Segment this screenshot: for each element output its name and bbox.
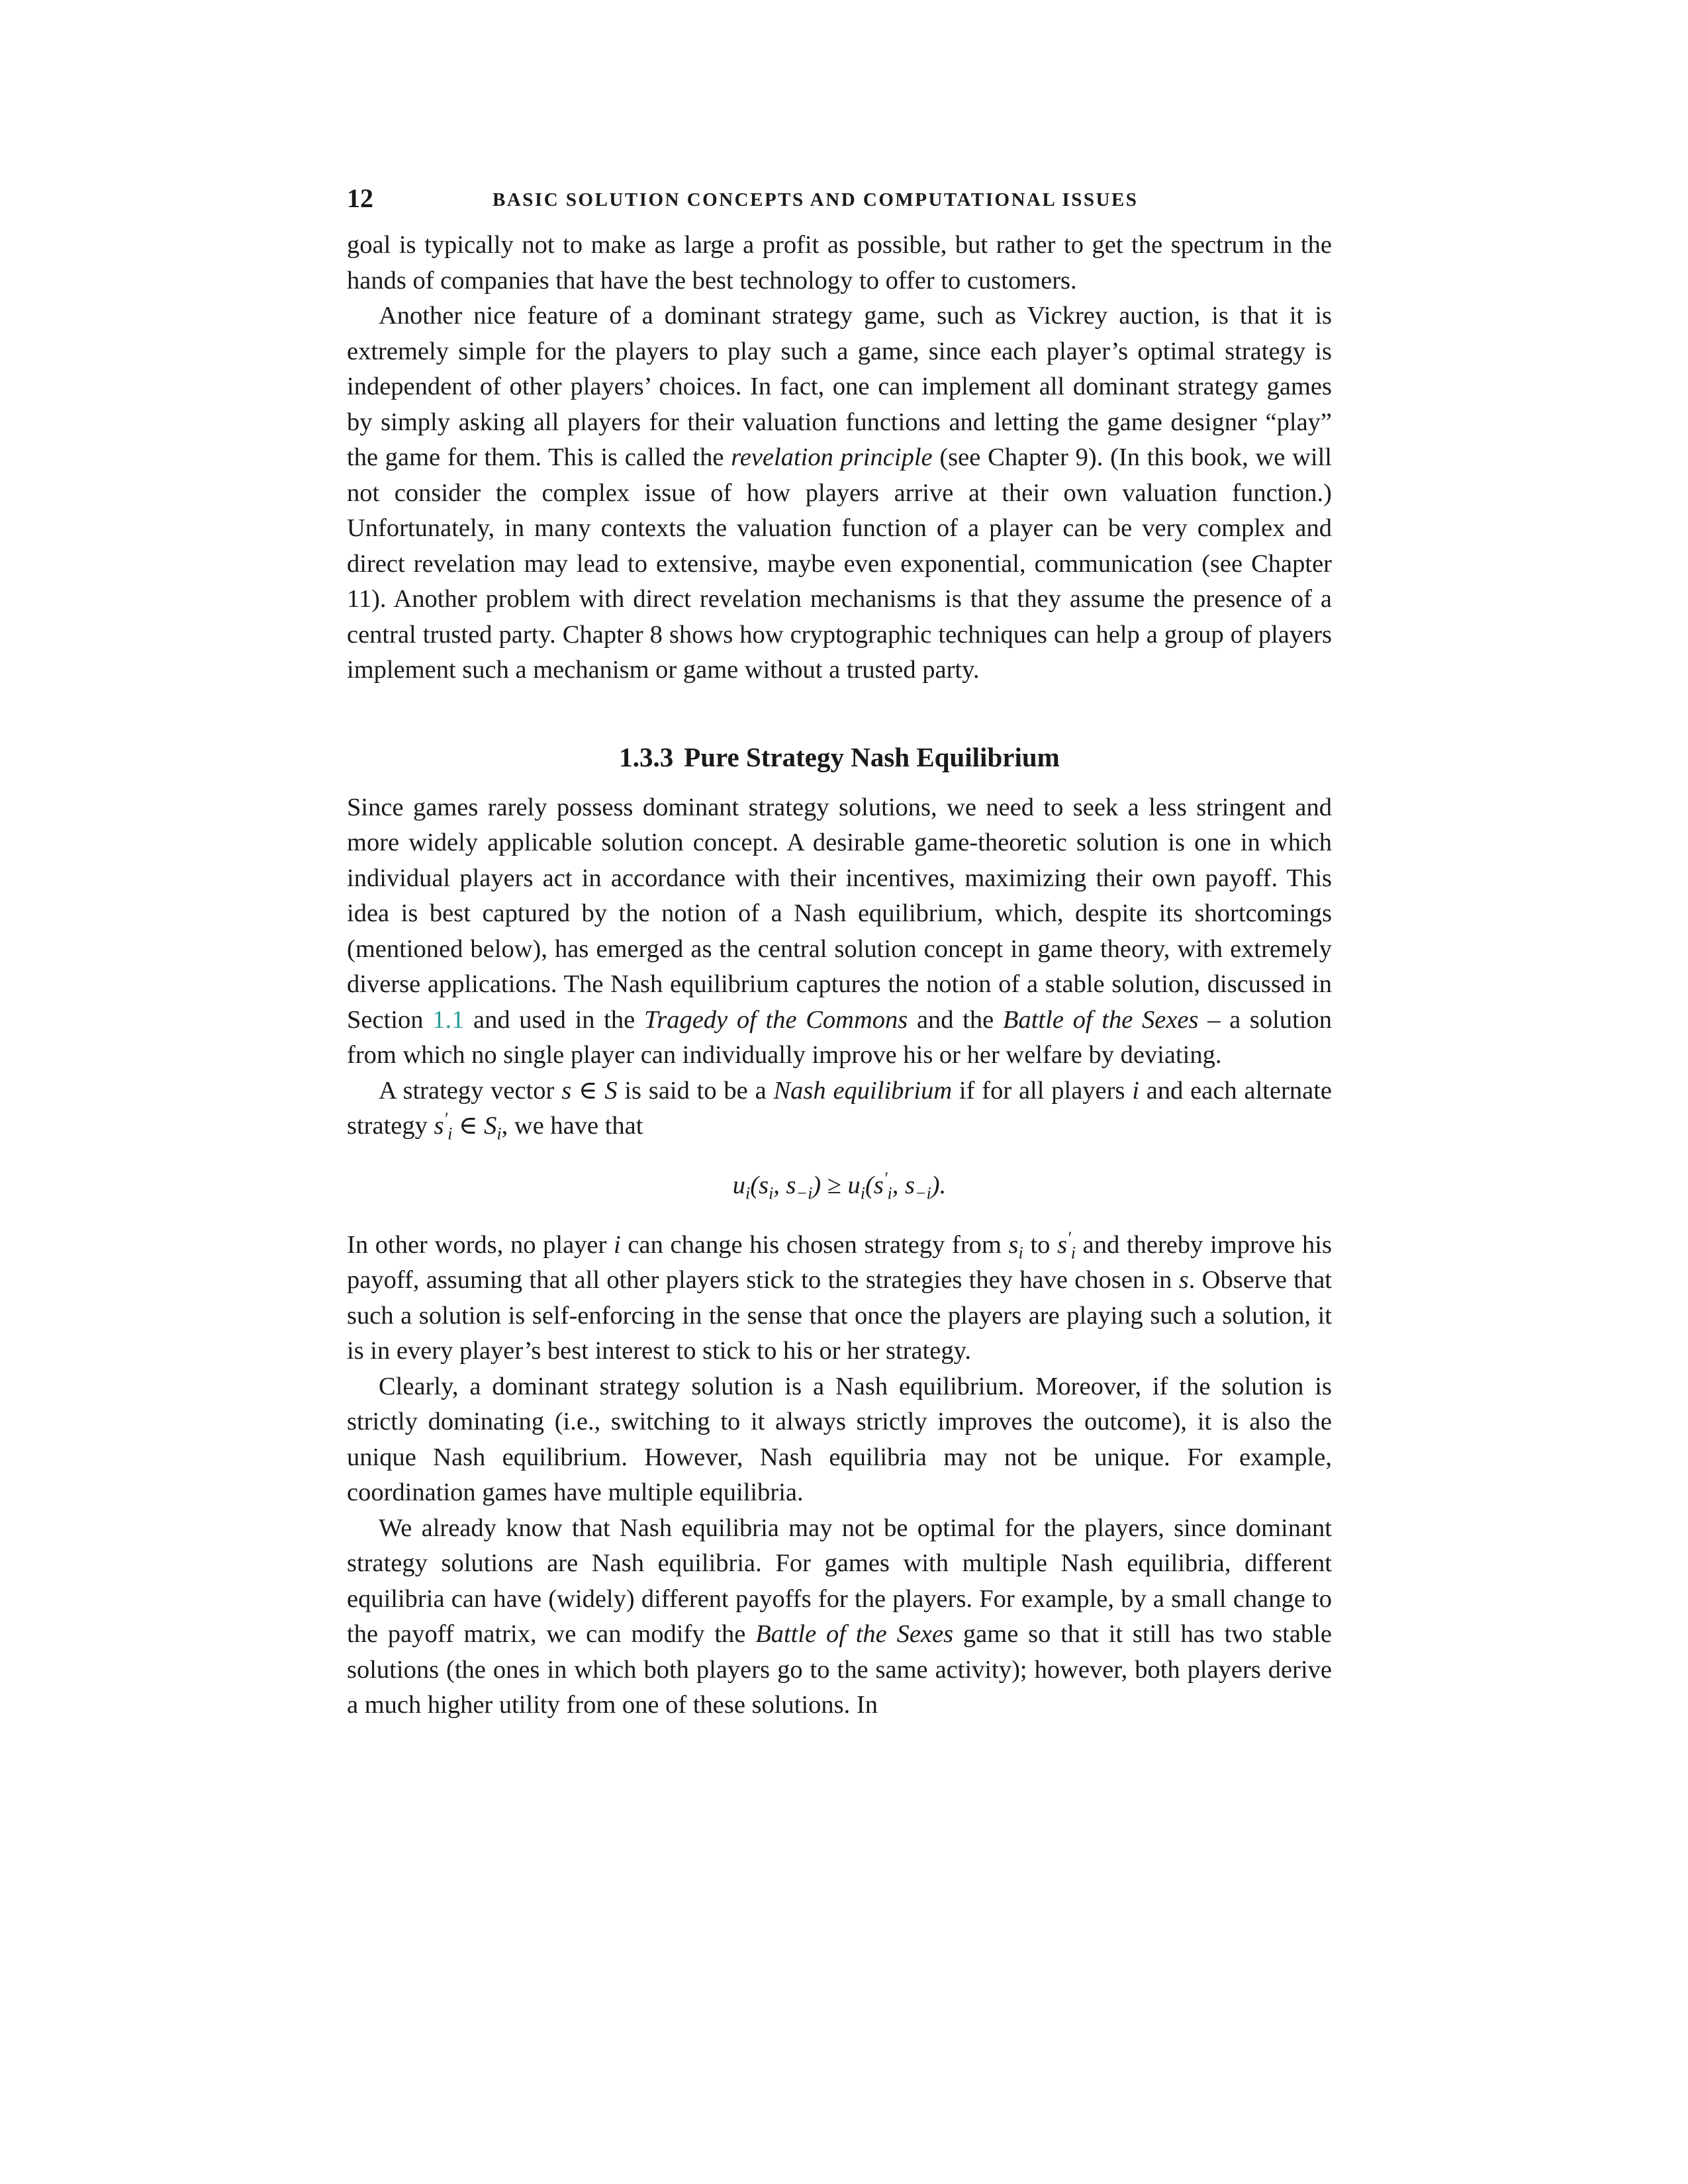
paragraph-multiple-equilibria: [347, 1511, 1332, 1723]
paragraph-text: and used in the: [464, 1005, 644, 1034]
paragraph-text: . Observe that such a solution is self-enforcing in the sense that once the players are playing such a solution, it is in every player’s best interest to stick to his or her strategy.: [347, 1266, 1332, 1365]
math-S-i: [484, 1112, 502, 1144]
paragraph-text: We already know that Nash equilibria may not be optimal for the players, since dominant strategy solutions are Nash equilibria. For games with multiple Nash equilibria, different equilibria can have (widely) different payoffs for the players. For example, by a small change to the payoff matrix, we can modify the: [347, 1514, 1332, 1648]
paragraph-nash-intro: [347, 790, 1332, 1073]
math-s-i-prime: [1057, 1228, 1076, 1263]
math-S: S: [604, 1076, 618, 1105]
section-title: Pure Strategy Nash Equilibrium: [684, 741, 1060, 772]
section-reference-link[interactable]: 1.1: [432, 1005, 465, 1034]
nash-inequality-equation: [347, 1167, 1332, 1204]
math-i: i: [1132, 1076, 1139, 1105]
paragraph-text: and the: [908, 1005, 1003, 1034]
paragraph-revelation-principle: [347, 298, 1332, 688]
eq-args: ).: [931, 1171, 947, 1199]
paragraph-text: if for all players: [952, 1076, 1133, 1105]
eq-subscript: −i: [914, 1183, 931, 1203]
math-symbol: S: [484, 1112, 497, 1140]
eq-subscript: i: [887, 1183, 892, 1203]
paragraph-text: (see Chapter 9). (In this book, we will not consider the complex issue of how players arrive at their own valuation function.) Unfortunately, in many contexts the valuation function of a player can be very complex and direct revelation may lead to extensive, maybe even exponential, communication (see Chapter 11). Another problem with direct revelation mechanisms is that they assume the presence of a central trusted party. Chapter 8 shows how cryptographic techniques can help a group of players implement such a mechanism or game without a trusted party.: [347, 443, 1332, 684]
math-symbol: s: [434, 1112, 444, 1140]
eq-args: ): [812, 1171, 821, 1199]
page-number: 12: [347, 183, 373, 213]
paragraph-text: and thereby improve his payoff, assuming that all other players stick to the strategies they have chosen in: [347, 1230, 1332, 1294]
emphasis-revelation-principle: revelation principle: [731, 443, 933, 471]
math-subscript: i: [1018, 1243, 1023, 1263]
eq-u: u: [732, 1171, 746, 1199]
running-title: BASIC SOLUTION CONCEPTS AND COMPUTATIONAL ISSUES: [492, 189, 1139, 210]
emphasis-nash-equilibrium: Nash equilibrium: [773, 1076, 953, 1105]
section-number: 1.3.3: [619, 741, 674, 772]
paragraph-text: game so that it still has two stable solutions (the ones in which both players go to the same activity); however, both players derive a much higher utility from one of these solutions. In: [347, 1620, 1332, 1719]
emphasis-battle-of-sexes: Battle of the Sexes: [755, 1620, 954, 1648]
eq-subscript: i: [860, 1183, 866, 1203]
math-symbol: s: [1057, 1230, 1068, 1259]
paragraph-text: In other words, no player: [347, 1230, 614, 1259]
math-prime: ′: [1067, 1228, 1071, 1248]
eq-args: (s: [865, 1171, 884, 1199]
paragraph-self-enforcing: [347, 1228, 1332, 1369]
paragraph-text: – a solution from which no single player can individually improve his or her welfare by deviating.: [347, 1005, 1333, 1069]
emphasis-battle-of-sexes: Battle of the Sexes: [1002, 1005, 1199, 1034]
math-i: i: [614, 1230, 621, 1259]
paragraph-text: Since games rarely possess dominant strategy solutions, we need to seek a less stringent and more widely applicable solution concept. A desirable game-theoretic solution is one in which individual players act in accordance with their incentives, maximizing their own payoff. This idea is best captured by the notion of a Nash equilibrium, which, despite its shortcomings (mentioned below), has emerged as the central solution concept in game theory, with extremely diverse applications. The Nash equilibrium captures the notion of a stable solution, discussed in Section: [347, 793, 1332, 1034]
paragraph-nash-definition: [347, 1073, 1332, 1144]
math-s: s: [1178, 1266, 1189, 1294]
paragraph-text: Clearly, a dominant strategy solution is a Nash equilibrium. Moreover, if the solution is strictly dominating (i.e., switching to it always strictly improves the outcome), it is also the unique Nash equilibrium. However, Nash equilibria may not be unique. For example, coordination games have multiple equilibria.: [347, 1372, 1332, 1506]
eq-u: u: [847, 1171, 861, 1199]
eq-args: , s: [773, 1171, 796, 1199]
paragraph-text: to: [1023, 1230, 1058, 1259]
math-s-prime: [434, 1109, 453, 1144]
eq-args: (s: [750, 1171, 769, 1199]
math-symbol: s: [1008, 1230, 1019, 1259]
eq-subscript: i: [745, 1183, 751, 1203]
math-subscript: i: [447, 1124, 453, 1144]
paragraph-text: can change his chosen strategy from: [620, 1230, 1009, 1259]
paragraph-text: and each alternate strategy: [347, 1076, 1332, 1140]
book-page: [347, 179, 1332, 1723]
paragraph-dominant-is-nash: [347, 1369, 1332, 1511]
paragraph-text: Another nice feature of a dominant strategy game, such as Vickrey auction, is that it is extremely simple for the players to play such a game, since each player’s optimal strategy is independent of other players’ choices. In fact, one can implement all dominant strategy games by simply asking all players for their valuation functions and letting the game designer “play” the game for them. This is called the: [347, 302, 1332, 471]
math-in: ∈: [571, 1076, 605, 1105]
math-s-i: [1008, 1230, 1023, 1263]
paragraph-text: is said to be a: [617, 1076, 774, 1105]
emphasis-tragedy-of-commons: Tragedy of the Commons: [643, 1005, 908, 1034]
paragraph-text: goal is typically not to make as large a profit as possible, but rather to get the spectrum in the hands of companies that have the best technology to offer to customers.: [347, 231, 1332, 295]
paragraph-text: A strategy vector: [379, 1076, 562, 1105]
section-heading: [347, 739, 1332, 776]
math-subscript: i: [496, 1124, 502, 1144]
paragraph-text: , we have that: [501, 1112, 643, 1140]
paragraph-spectrum-goal: [347, 228, 1332, 298]
running-head: [347, 179, 1332, 218]
eq-args: , s: [892, 1171, 915, 1199]
math-prime: ′: [444, 1109, 448, 1129]
math-s: s: [561, 1076, 572, 1105]
eq-subscript: −i: [796, 1183, 813, 1203]
eq-prime: ′: [883, 1168, 888, 1188]
eq-relation: ≥: [821, 1171, 848, 1199]
math-in: ∈: [452, 1112, 485, 1140]
math-subscript: i: [1070, 1243, 1076, 1263]
eq-subscript: i: [769, 1183, 774, 1203]
